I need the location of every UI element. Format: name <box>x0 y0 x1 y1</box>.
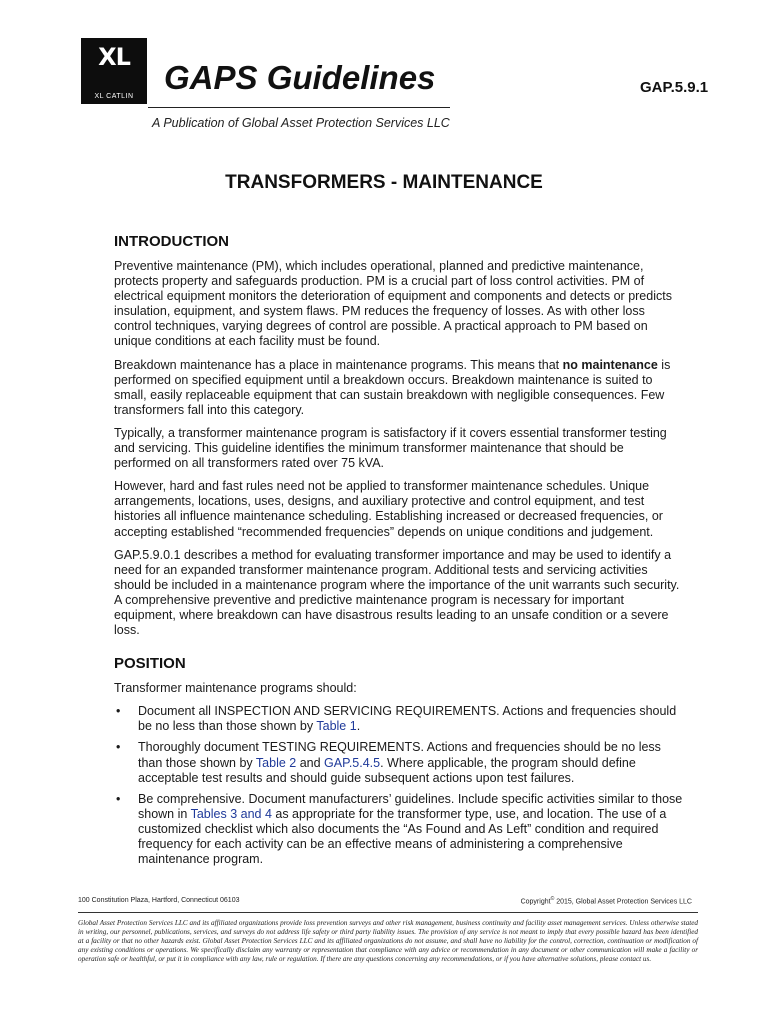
p2-text-a: Breakdown maintenance has a place in maintenance programs. This means that <box>114 357 563 372</box>
footer-disclaimer: Global Asset Protection Services LLC and its affiliated organizations provide loss prevention surveys and other risk management, business continuity and facility asset management services. Unless otherwise stated in writing, our personnel, publications, services, and surveys do not address life safety or third party liability issues. The provision of any service is not meant to imply that every possible hazard has been identified at a facility or that no other hazards exist. Global Asset Protection Services LLC and its affiliated organizations do not assume, and shall have no liability for the control, correction, continuation or modification of any existing conditions or operations. We specifically disclaim any warranty or representation that compliance with any advice or recommendation in any document or other communication will make a facility or operation safe or healthful, or put it in compliance with any law, rule or regulation. If there are any questions concerning any recommendations, or if you have alternative solutions, please contact us. <box>78 919 698 964</box>
b1-text-b: . <box>356 719 361 734</box>
b1-text-a: Document all INSPECTION AND SERVICING REQUIREMENTS. Actions and frequencies should be no less than those shown by <box>138 704 677 734</box>
b2-text-b: . Where applicable, the program should define acceptable test results and should guide subsequent actions upon test failures. <box>138 755 636 785</box>
footer-copyright <box>521 896 692 905</box>
introduction-heading: INTRODUCTION <box>114 233 229 250</box>
list-item <box>114 740 684 785</box>
intro-paragraph-2 <box>114 358 684 418</box>
gap-5-4-5-link[interactable]: GAP.5.4.5 <box>324 755 381 770</box>
copyright-text-b: 2015, Global Asset Protection Services LLC <box>554 898 692 906</box>
table-1-link[interactable]: Table 1 <box>316 719 357 734</box>
footer-rule <box>78 912 698 913</box>
intro-paragraph-4: However, hard and fast rules need not be applied to transformer maintenance schedules. Unique arrangements, locations, uses, designs, and auxiliary protective and control equipment, and test histories all influence maintenance scheduling. Establishing increased or decreased frequencies, or accepting established “recommended frequencies” depends on unique conditions and judgement. <box>114 479 663 539</box>
bullet: • <box>116 791 121 806</box>
list-item <box>114 704 684 734</box>
copyright-text-a: Copyright <box>520 898 551 906</box>
p2-bold: no maintenance <box>562 357 658 372</box>
tables-3-and-4-link[interactable]: Tables 3 and 4 <box>190 806 272 821</box>
b3-text-b: as appropriate for the transformer type, use, and location. The use of a customized checklist which also documents the “As Found and As Left” condition and required frequency for each activity can be an effective means of administering a comprehensive maintenance program. <box>138 806 667 867</box>
b3-text-a: Be comprehensive. Document manufacturers’ guidelines. Include specific activities similar to those shown in <box>138 791 683 821</box>
logo-name: XL CATLIN <box>94 93 134 100</box>
intro-paragraph-5: GAP.5.9.0.1 describes a method for evaluating transformer importance and may be used to identify a need for an expanded transformer maintenance program. Additional tests and servicing activities should be included in a maintenance program where the importance of the unit warrants such security. A comprehensive preventive and predictive maintenance program is necessary for important equipment, where breakdown can have disastrous results leading to an unsafe condition or a severe loss. <box>114 547 680 638</box>
footer-address: 100 Constitution Plaza, Hartford, Connecticut 06103 <box>78 897 240 904</box>
position-lead: Transformer maintenance programs should: <box>114 681 357 696</box>
p2-text-b: is performed on specified equipment until a breakdown occurs. Breakdown maintenance is suited to small, easily replaceable equipment that can sustain breakdown with negligible consequences. Few transformers fall into this category. <box>114 357 671 417</box>
document-code: GAP.5.9.1 <box>640 79 709 96</box>
b2-text-a: Thoroughly document TESTING REQUIREMENTS. Actions and frequencies should be no less than those shown by <box>138 740 661 770</box>
header-subtitle: A Publication of Global Asset Protection Services LLC <box>152 116 450 130</box>
position-list <box>114 704 684 867</box>
position-heading: POSITION <box>114 655 186 673</box>
intro-paragraph-3: Typically, a transformer maintenance program is satisfactory if it covers essential transformer testing and servicing. This guideline identifies the minimum transformer maintenance that should be performed on all transformers rated over 75 kVA. <box>114 425 667 471</box>
bullet: • <box>116 704 121 719</box>
intro-paragraph-1: Preventive maintenance (PM), which includes operational, planned and predictive maintenance, protects property and safeguards production. PM is a crucial part of loss control activities. PM of electrical equipment monitors the deterioration of equipment and components and detects or predicts insulation, equipment, and system flaws. PM reduces the frequency of losses. As with other loss control techniques, varying degrees of control are possible. A practical approach to PM based on unique conditions at each facility must be found. <box>114 259 672 349</box>
header-title: GAPS Guidelines <box>164 59 436 96</box>
logo-mark: XL <box>98 43 130 71</box>
list-item <box>114 792 684 867</box>
document-title: TRANSFORMERS - MAINTENANCE <box>225 172 543 193</box>
bullet: • <box>116 740 121 755</box>
b2-text-mid: and <box>296 755 325 770</box>
xl-catlin-logo <box>81 38 147 104</box>
copyright-symbol: © <box>550 896 555 902</box>
table-2-link[interactable]: Table 2 <box>255 755 297 770</box>
document-body <box>114 233 684 873</box>
header-rule <box>148 107 450 108</box>
